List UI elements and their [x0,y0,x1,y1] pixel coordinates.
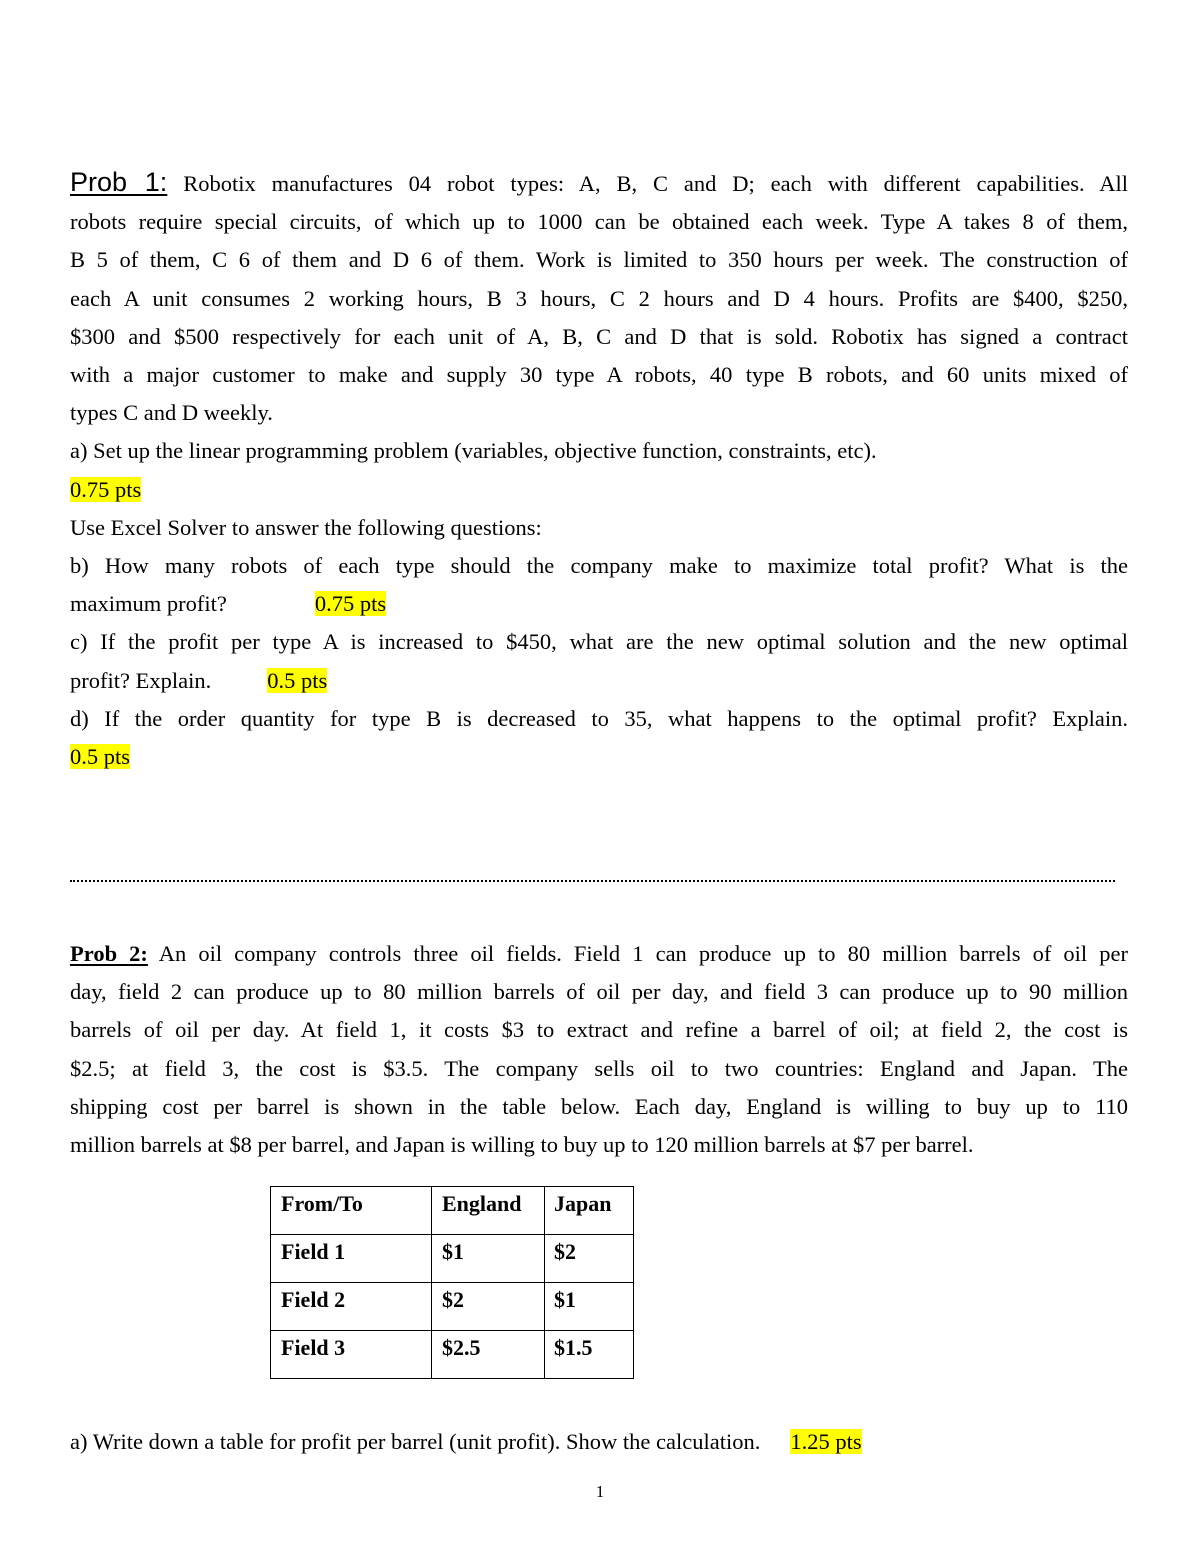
solver-intro: Use Excel Solver to answer the following questions: [70,514,542,540]
problem-2-line-5: shipping cost per barrel is shown in the table below. Each day, England is willing to buy up to 110 [70,1093,1128,1119]
problem-2-line-6: million barrels at $8 per barrel, and Japan is willing to buy up to 120 million barrels at $7 per barrel. [70,1132,974,1158]
question-1a-points: 0.75 pts [70,476,142,502]
problem-1-line-5: $300 and $500 respectively for each unit of A, B, C and D that is sold. Robotix has signed a contract [70,323,1128,349]
problem-2-line-2: day, field 2 can produce up to 80 million barrels of oil per day, and field 3 can produce up to 90 million [70,979,1128,1005]
question-1d-points-line [70,738,1128,776]
question-1b-points: 0.75 pts [314,591,387,617]
table-cell: $2.5 [432,1331,545,1379]
problem-1-line-6: with a major customer to make and supply 30 type A robots, 40 type B robots, and 60 units mixed of [70,362,1128,388]
question-2a-points: 1.25 pts [790,1429,862,1454]
table-cell: $1.5 [545,1331,634,1379]
problem-2-line-1 [70,935,1128,973]
dotted-separator [70,880,1115,882]
question-1b-line-1: b) How many robots of each type should the company make to maximize total profit? What is the [70,553,1128,579]
question-1c-line-2 [70,662,1128,700]
table-cell: Field 2 [271,1283,432,1331]
question-1b-text: maximum profit? [70,591,227,617]
problem-1-line-4: each A unit consumes 2 working hours, B 3 hours, C 2 hours and D 4 hours. Profits are $400, $250, [70,285,1128,311]
table-header-cell: From/To [271,1187,432,1235]
problem-1-statement [70,163,1128,776]
page-number: 1 [595,1482,605,1501]
problem-1-line-7: types C and D weekly. [70,400,273,426]
problem-2-heading: Prob 2: [70,941,148,966]
problem-1-heading: Prob 1: [70,167,168,197]
table-cell: Field 3 [271,1331,432,1379]
question-1d-line-1: d) If the order quantity for type B is decreased to 35, what happens to the optimal profit? Explain. [70,705,1128,731]
question-1a-points-line [70,471,1128,509]
problem-1-line-1 [70,163,1128,203]
problem-2 [70,935,1128,1164]
problem-2-statement [70,935,1128,1164]
problem-1-line-2: robots require special circuits, of which up to 1000 can be obtained each week. Type A takes 8 of them, [70,209,1128,235]
table-cell: $1 [432,1235,545,1283]
table-cell: $1 [545,1283,634,1331]
question-2a-text: a) Write down a table for profit per barrel (unit profit). Show the calculation. [70,1429,761,1454]
problem-2-text: An oil company controls three oil fields. Field 1 can produce up to 80 million barrels of oil per [158,941,1128,966]
table-header-cell: England [432,1187,545,1235]
question-1c-text: profit? Explain. [70,667,212,693]
problem-2-line-3: barrels of oil per day. At field 1, it costs $3 to extract and refine a barrel of oil; at field 2, the cost is [70,1017,1128,1043]
problem-1 [70,163,1128,776]
question-1c-points: 0.5 pts [267,667,328,693]
question-1b-line-2 [70,585,1128,623]
table-cell: $2 [432,1283,545,1331]
question-2a [70,1423,862,1461]
table-cell: Field 1 [271,1235,432,1283]
problem-1-line-3: B 5 of them, C 6 of them and D 6 of them. Work is limited to 350 hours per week. The construction of [70,247,1128,273]
table-row [271,1331,634,1379]
table-row [271,1283,634,1331]
question-1d-points: 0.5 pts [70,744,131,770]
shipping-cost-table [270,1186,634,1379]
table-cell: $2 [545,1235,634,1283]
table-header-cell: Japan [545,1187,634,1235]
table-row [271,1235,634,1283]
question-1a: a) Set up the linear programming problem (variables, objective function, constraints, etc). [70,438,877,464]
question-1c-line-1: c) If the profit per type A is increased to $450, what are the new optimal solution and the new optimal [70,629,1128,655]
table-header-row [271,1187,634,1235]
problem-1-text: Robotix manufactures 04 robot types: A, B, C and D; each with different capabilities. All [183,171,1128,196]
problem-2-line-4: $2.5; at field 3, the cost is $3.5. The company sells oil to two countries: England and Japan. The [70,1055,1128,1081]
